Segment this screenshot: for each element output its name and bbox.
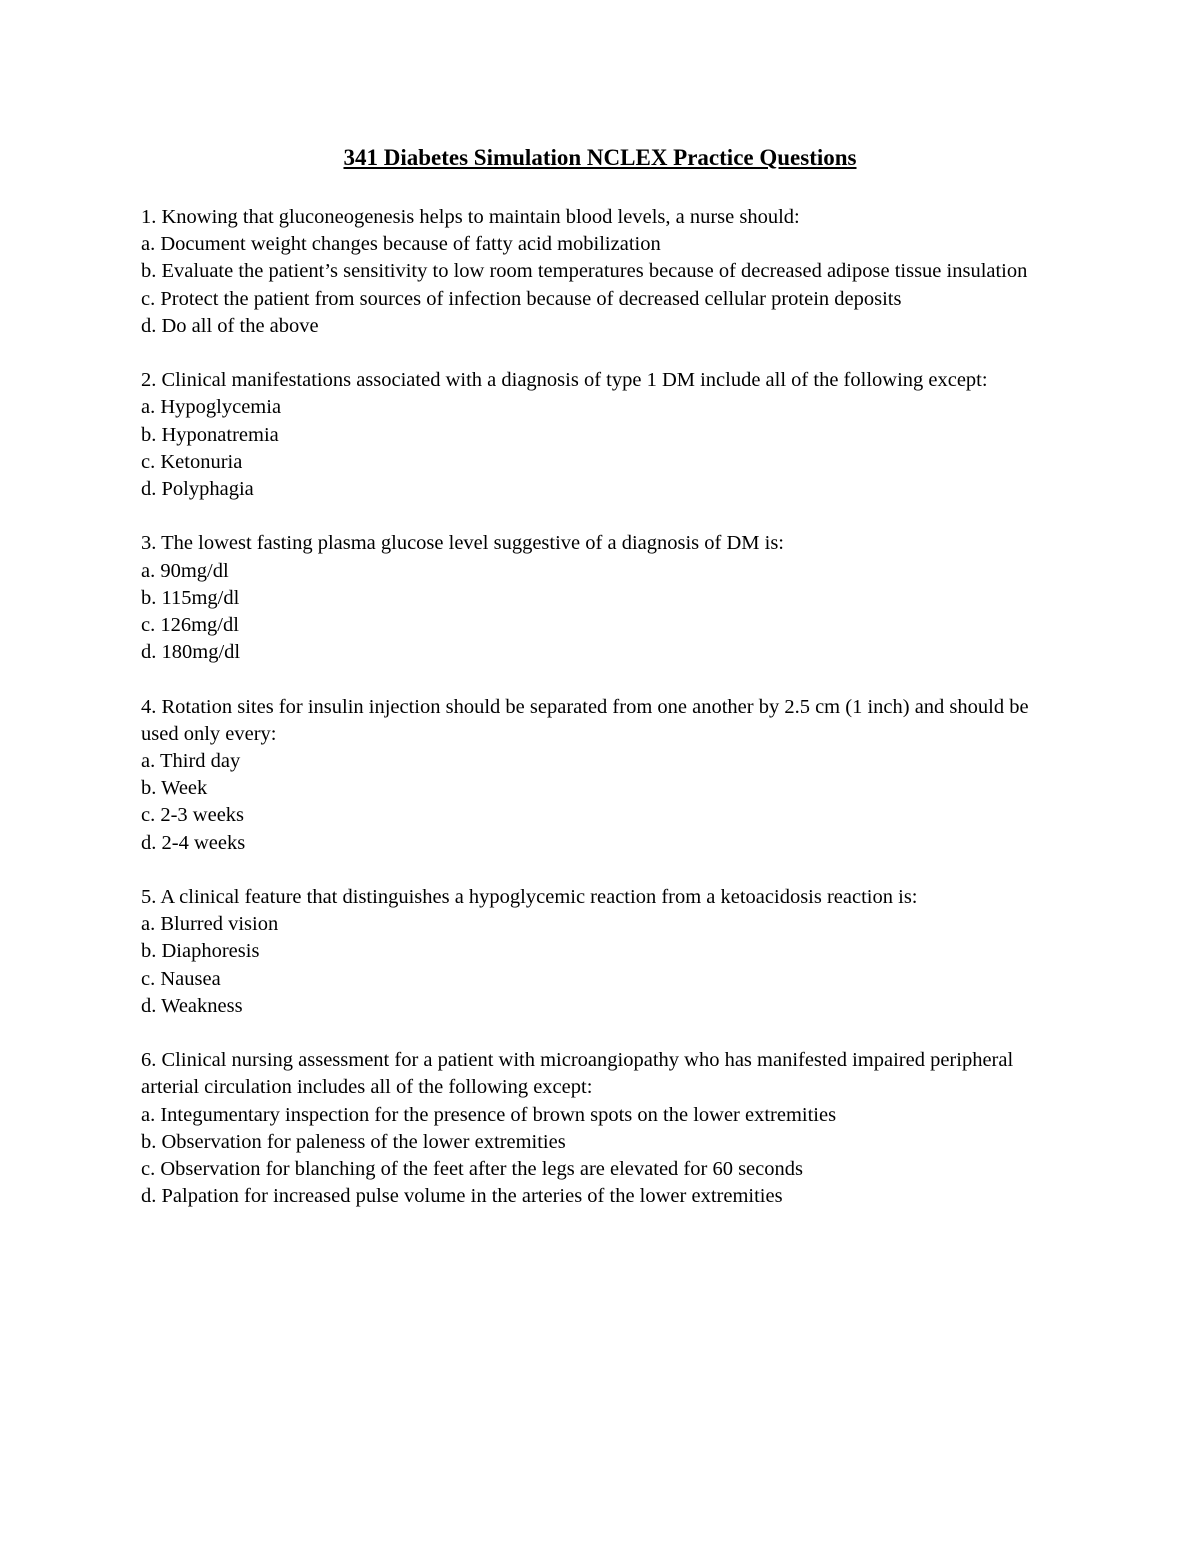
question-6: [141, 1047, 1056, 1210]
question-2: [141, 367, 1056, 503]
answer-option-b: b. Hyponatremia: [141, 423, 279, 446]
question-stem: 5. A clinical feature that distinguishes a hypoglycemic reaction from a ketoacidosis reaction is:: [141, 886, 918, 909]
answer-option-c: c. Observation for blanching of the feet after the legs are elevated for 60 seconds: [141, 1158, 803, 1181]
answer-option-b: b. Evaluate the patient’s sensitivity to low room temperatures because of decreased adipose tissue insulation: [141, 260, 1028, 283]
answer-option-a: a. Integumentary inspection for the presence of brown spots on the lower extremities: [141, 1103, 837, 1126]
answer-option-a: a. Document weight changes because of fatty acid mobilization: [141, 233, 661, 256]
answer-option-a: a. Hypoglycemia: [141, 396, 282, 419]
question-stem: 2. Clinical manifestations associated with a diagnosis of type 1 DM include all of the following except:: [141, 369, 988, 392]
answer-option-c: c. Protect the patient from sources of infection because of decreased cellular protein deposits: [141, 287, 902, 310]
answer-option-a: a. Blurred vision: [141, 913, 279, 936]
answer-option-b: b. Week: [141, 777, 208, 800]
answer-option-a: a. Third day: [141, 750, 241, 773]
question-stem: 1. Knowing that gluconeogenesis helps to maintain blood levels, a nurse should:: [141, 206, 800, 228]
question-stem: 3. The lowest fasting plasma glucose level suggestive of a diagnosis of DM is:: [141, 532, 784, 555]
question-4: [141, 694, 1056, 857]
question-stem: 4. Rotation sites for insulin injection should be separated from one another by 2.5 cm (1 inch) and should be used only every:: [141, 695, 1029, 745]
document-title: 341 Diabetes Simulation NCLEX Practice Questions: [343, 145, 857, 170]
answer-option-c: c. Nausea: [141, 967, 221, 990]
answer-option-d: d. 180mg/dl: [141, 641, 241, 664]
answer-option-d: d. Polyphagia: [141, 478, 254, 501]
question-stem: 6. Clinical nursing assessment for a patient with microangiopathy who has manifested impaired peripheral arterial circulation includes all of the following except:: [141, 1049, 1014, 1099]
answer-option-d: d. Do all of the above: [141, 314, 319, 337]
question-5: [141, 884, 1056, 1020]
answer-option-b: b. Observation for paleness of the lower extremities: [141, 1130, 566, 1153]
question-list: [141, 204, 1056, 1238]
answer-option-c: c. 126mg/dl: [141, 614, 239, 637]
answer-option-b: b. Diaphoresis: [141, 940, 260, 963]
answer-option-d: d. 2-4 weeks: [141, 831, 246, 854]
answer-option-d: d. Weakness: [141, 994, 243, 1017]
question-3: [141, 530, 1056, 666]
question-1: [141, 204, 1056, 340]
answer-option-b: b. 115mg/dl: [141, 586, 240, 609]
answer-option-d: d. Palpation for increased pulse volume in the arteries of the lower extremities: [141, 1185, 783, 1208]
answer-option-a: a. 90mg/dl: [141, 559, 229, 582]
answer-option-c: c. Ketonuria: [141, 450, 243, 473]
answer-option-c: c. 2-3 weeks: [141, 804, 245, 827]
